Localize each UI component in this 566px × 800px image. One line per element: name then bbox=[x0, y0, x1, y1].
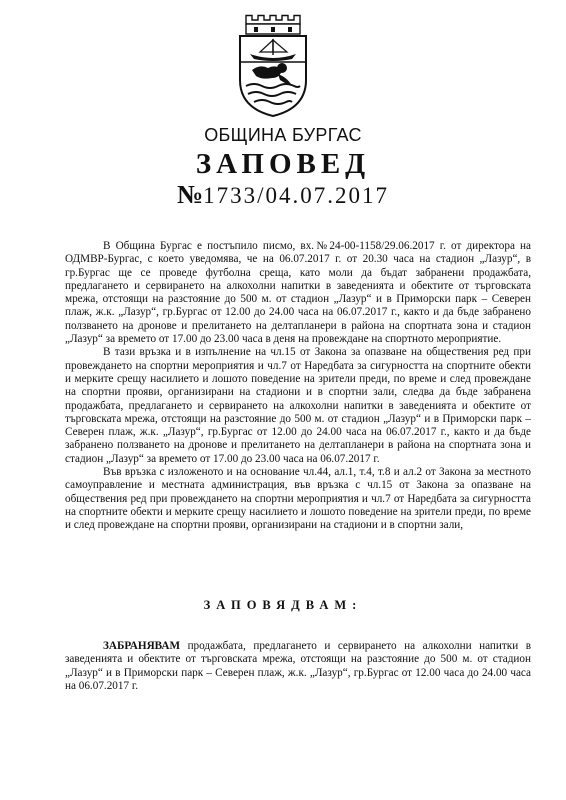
order-keyword: ЗАБРАНЯВАМ bbox=[103, 640, 181, 652]
order-paragraph bbox=[65, 640, 531, 693]
order-section bbox=[65, 640, 531, 693]
municipality-name: ОБЩИНА БУРГАС bbox=[204, 125, 362, 145]
body-paragraph: В Община Бургас е постъпило писмо, вх.№24-00-1158/29.06.2017 г. от директора на ОДМВР-Бургас, с което уведомява, че на 06.07.2017 г. от 20.30 часа на стадион „Лазур“, в гр.Бургас ще се проведе футболна среща, като моли да бъдат забранени продажбата, предлагането и сервирането на алкохолни напитки в заведенията и обектите от търговската мрежа, отстоящи на разстояние до 500 м. от стадион „Лазур“ и в Приморски парк – Северен плаж, ж.к. „Лазур“, гр.Бургас от 12.00 до 24.00 часа на 06.07.2017 г., както и да бъде забранено ползването на дронове и прелитането на делтапланери в района на спортната зона и стадион „Лазур“ за времето от 17.00 до 23.00 часа в деня на провеждане на спортното мероприятие. bbox=[65, 240, 531, 346]
order-number bbox=[0, 180, 566, 210]
order-heading: ЗАПОВЯДВАМ: bbox=[203, 598, 363, 612]
body-paragraph: Във връзка с изложеното и на основание чл.44, ал.1, т.4, т.8 и ал.2 от Закона за местното самоуправление и местната администрация, във връзка с чл.15 от Закона за опазване на обществения ред при провеждането на спортни мероприятия и чл.7 от Наредбата за сигурността на спортните обекти и мерките срещу насилието и лошото поведение на зрители преди, по време и след провеждане на спортни прояви, организирани на стадиони и в спортни зали, bbox=[65, 466, 531, 532]
document-body bbox=[65, 240, 531, 533]
document-title: ЗАПОВЕД bbox=[195, 148, 371, 180]
body-paragraph: В тази връзка и в изпълнение на чл.15 от Закона за опазване на обществения ред при провеждането на спортни мероприятия и чл.7 от Наредбата за сигурността на спортните обекти и мерките срещу насилието и лошото поведение на зрители преди, по време и след провеждане на спортни прояви, организирани на стадиони и в спортни зали, следва да бъде забранена продажбата, предлагането и сервирането на алкохолни напитки в заведенията и обектите от търговската мрежа, отстоящи на разстояние до 500 м. от стадион „Лазур“ и в Приморски парк – Северен плаж, ж.к. „Лазур“, гр.Бургас от 12.00 до 24.00 часа на 06.07.2017 г., както и да бъде забранено ползването на дронове и прелитането на делтапланери в района на спортната зона и стадион „Лазур“ за времето от 17.00 до 23.00 часа на 06.07.2017 г. bbox=[65, 346, 531, 465]
burgas-coat-of-arms-icon bbox=[232, 8, 314, 120]
number-sign: № bbox=[176, 180, 204, 209]
order-text: продажбата, предлагането и сервирането на алкохолни напитки в заведенията и обектите от търговската мрежа, отстоящи на разстояние до 500 м. от стадион „Лазур“ и в Приморски парк – Северен плаж, ж.к. „Лазур“, гр.Бургас от 12.00 часа до 24.00 часа на 06.07.2017 г. bbox=[65, 640, 531, 692]
order-number-value: 1733/04.07.2017 bbox=[203, 183, 390, 208]
